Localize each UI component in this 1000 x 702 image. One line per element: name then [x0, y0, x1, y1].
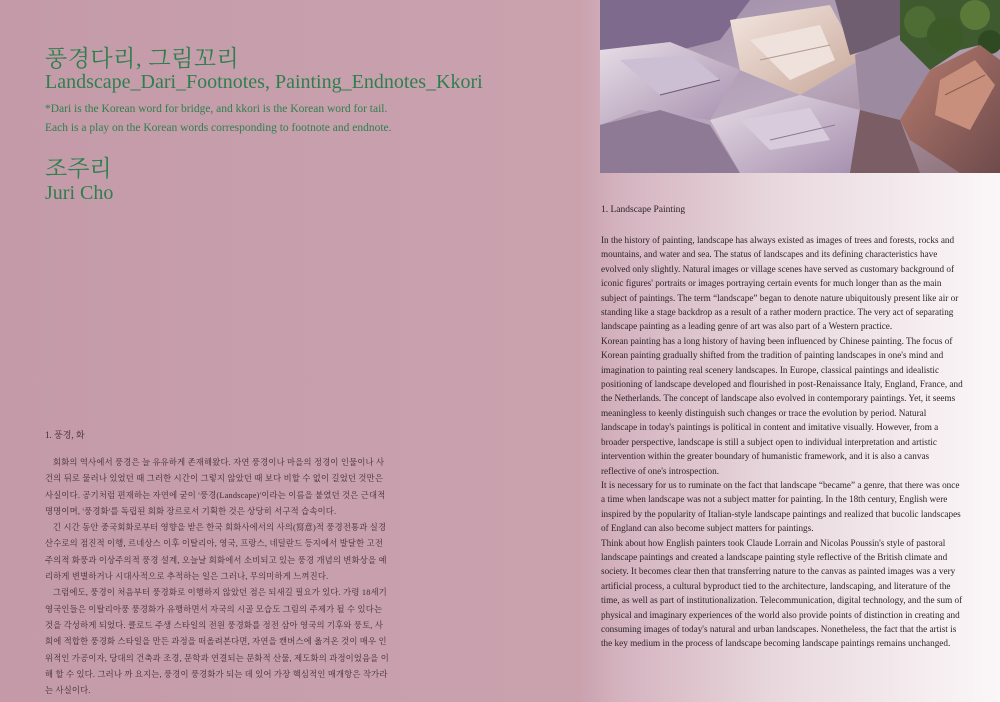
korean-paragraph: 그럼에도, 풍경이 처음부터 풍경화로 이행하지 않았던 점은 되새길 필요가 있다. 가령 18세기 영국인들은 이탈리아풍 풍경화가 유행하면서 자국의 시골 모습도 그림의 주제가 될 수 있다는 것을 각성하게 되었다. 클로드 주생 스타일의 전원 풍경화를 정전 삼아 영국의 기후와 풍토, 사회에 적합한 풍경화 스타일을 만든 과정을 떠올려본다면, 자연을 캔버스에 옮겨온 것이 매우 인위적인 가공이자, 당대의 건축과 조경, 문학과 연결되는 문화적 산물, 제도화의 과정이었음을 이해 할 수 있다. 그러나 까 요지는, 풍경이 풍경화가 되는 데 있어 가장 핵심적인 매개항은 작가라는 사실이다. [45, 588, 390, 696]
korean-section-heading: 1. 풍경, 화 [45, 430, 85, 440]
english-section-heading: 1. Landscape Painting [601, 205, 686, 215]
right-page [600, 0, 1000, 702]
english-paragraph: Korean painting has a long history of having been influenced by Chinese painting. The focus of Korean painting gradually shifted from the tradition of painting landscapes in one's mind and imagination to painting real scenery landscapes. In Europe, classical paintings and idealistic positioning of landscape developed and flourished in post-Renaissance Italy, England, France, and the Netherlands. The concept of landscape also evolved in contemporary paintings. Yet, it seems meaningless to keenly distinguish such changes or trace the evolution by period. Natural landscape in today's paintings is political in content and imitative visually. However, from a broader perspective, landscape is still a subject open to individual interpretation and artistic intervention within the greater boundary of humanistic framework, and it is also a canvas reflective of one's introspection. [601, 335, 963, 476]
author-korean: 조주리 [45, 156, 112, 181]
korean-paragraph: 긴 시간 동안 중국회화로부터 영향을 받은 한국 회화사에서의 사의(寫意)적 풍경전통과 실경 산수로의 점진적 이행, 르네상스 이후 이탈리아, 영국, 프랑스, 네덜란드 등지에서 발달한 고전주의적 화풍과 이상주의적 풍경 설계, 오늘날 회화에서 소비되고 있는 풍경 개념의 변화상을 예리하게 변별하거나 시대사적으로 추적하는 일은 그러나, 무의미하게 느껴진다. [45, 523, 387, 582]
english-paragraph: It is necessary for us to ruminate on the fact that landscape “became” a genre, that there was once a time when landscape was not a subject matter for painting. In the 18th century, English were inspired by the popularity of Italian-style landscape paintings and realized that bucolic landscapes of England can also become subject matters for paintings. [601, 479, 961, 534]
korean-body-text [45, 455, 390, 699]
english-paragraph: Think about how English painters took Claude Lorrain and Nicolas Poussin's style of pastoral landscape paintings and created a landscape painting style reflective of the British climate and society. It becomes clear then that transferring nature to the canvas as painted images was a very artificial process, a cultural byproduct tied to the architecture, landscaping, and literature of the time, as well as part of institutionalization. Telecommunication, digital technology, and the sum of physical and imaginary experiences of the world also provide points of distinction in creating and consuming images of today's natural and urban landscapes. Nonetheless, the fact that the artist is the key medium in the process of landscape becoming landscape paintings remains unchanged. [601, 537, 963, 649]
korean-paragraph: 회화의 역사에서 풍경은 늘 유유하게 존재해왔다. 자연 풍경이나 마을의 정경이 인물이나 사건의 뒤로 물러나 있었던 때 그러한 시간이 그렇지 않았던 때 보다 비할 수 없이 길었던 것만은 사실이다. 공기처럼 편재하는 자연에 굳이 '풍경(Landscape)'이라는 이름을 붙였던 것은 근대적 명명이며, '풍경화'를 독립된 회화 장르로서 기획한 것은 상당히 서구적 습속이다. [45, 458, 386, 516]
english-body-text [601, 233, 963, 651]
footnote-line-1: *Dari is the Korean word for bridge, and kkori is the Korean word for tail. [45, 103, 388, 115]
title-korean: 풍경다리, 그림꼬리 [45, 46, 240, 71]
title-english: Landscape_Dari_Footnotes, Painting_Endnotes_Kkori [45, 71, 483, 93]
footnote-line-2: Each is a play on the Korean words corresponding to footnote and endnote. [45, 122, 392, 134]
english-paragraph: In the history of painting, landscape has always existed as images of trees and forests, rocks and mountains, and water and sea. The status of landscapes and its defining characteristics have evolved only slightly. Natural images or village scenes have served as customary background of iconic figures' portraits or images portraying certain events for much longer than as the main subject of paintings. The term “landscape” began to denote nature ubiquitously present like air or standing like a stage backdrop as a result of a rather modern practice. The very act of separating landscape painting as a leading genre of art was also part of a Western practice. [601, 235, 959, 332]
rocky-landscape-painting [600, 0, 1000, 173]
author-english: Juri Cho [45, 182, 114, 204]
title-footnote [45, 100, 465, 138]
